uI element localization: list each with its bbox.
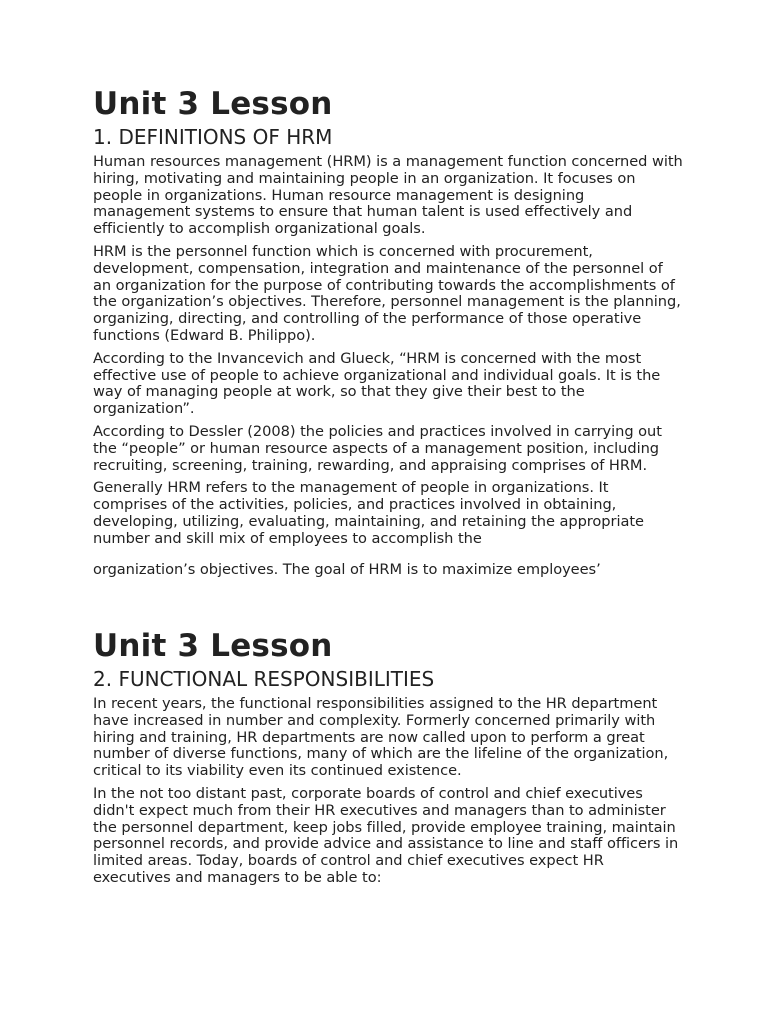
paragraph: In recent years, the functional responsibilities assigned to the HR department have increased in number and complexity. Formerly concerned primarily with hiring and training, HR departments are now called upon to perform a great number of diverse functions, many of which are the lifeline of the organization, critical to its viability even its continued existence. <box>93 695 669 780</box>
paragraph: Human resources management (HRM) is a management function concerned with hiring, motivating and maintaining people in an organization. It focuses on people in organizations. Human resource management is designing management systems to ensure that human talent is used effectively and efficiently to accomplish organizational goals. <box>93 153 683 238</box>
lesson-title: Unit 3 Lesson <box>93 628 333 664</box>
paragraph: In the not too distant past, corporate boards of control and chief executives didn't expect much from their HR executives and managers than to administer the personnel department, keep jobs filled, provide employee training, maintain personnel records, and provide advice and assistance to line and staff officers in limited areas. Today, boards of control and chief executives expect HR executives and managers to be able to: <box>93 784 679 886</box>
section-functional-responsibilities <box>93 628 683 893</box>
section-definitions <box>93 86 683 584</box>
truncated-paragraph-line: organization’s objectives. The goal of HRM is to maximize employees’ <box>93 560 601 578</box>
section-heading: 1. DEFINITIONS OF HRM <box>93 125 333 149</box>
section-heading: 2. FUNCTIONAL RESPONSIBILITIES <box>93 667 435 691</box>
lesson-title: Unit 3 Lesson <box>93 86 333 122</box>
paragraph: According to the Invancevich and Glueck, “HRM is concerned with the most effective use of people to achieve organizational and individual goals. It is the way of managing people at work, so that they give their best to the organization”. <box>93 349 661 418</box>
paragraph: Generally HRM refers to the management of people in organizations. It comprises of the activities, policies, and practices involved in obtaining, developing, utilizing, evaluating, maintaining, and retaining the appropriate number and skill mix of employees to accomplish the <box>93 479 644 547</box>
paragraph: According to Dessler (2008) the policies and practices involved in carrying out the “people” or human resource aspects of a management position, including recruiting, screening, training, rewarding, and appraising comprises of HRM. <box>93 422 662 474</box>
paragraph: HRM is the personnel function which is concerned with procurement, development, compensation, integration and maintenance of the personnel of an organization for the purpose of contributing towards the accomplishments of the organization’s objectives. Therefore, personnel management is the planning, organizing, directing, and controlling of the performance of those operative functions (Edward B. Philippo). <box>93 242 681 344</box>
